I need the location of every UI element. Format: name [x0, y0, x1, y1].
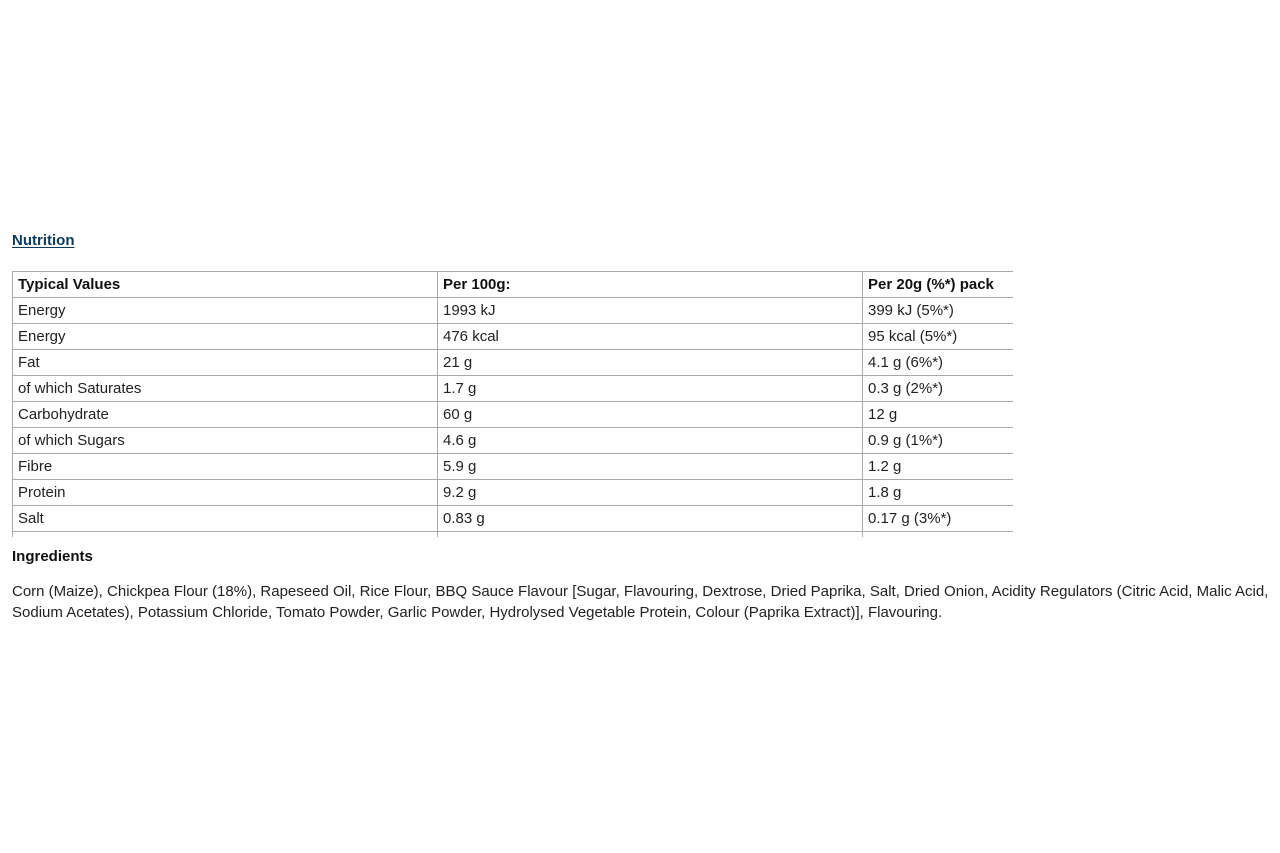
per-100g-value: 21 g: [438, 350, 863, 376]
per-pack-value: 1.2 g: [863, 454, 1013, 480]
column-header-per-pack: Per 20g (%*) pack: [863, 272, 1013, 298]
nutrition-table: [12, 271, 1013, 537]
per-pack-value: 0.3 g (2%*): [863, 376, 1013, 402]
nutrient-name: Energy: [13, 324, 438, 350]
column-header-typical-values: Typical Values: [13, 272, 438, 298]
table-row: [13, 428, 1013, 454]
table-row: [13, 298, 1013, 324]
table-row: [13, 376, 1013, 402]
nutrient-name: of which Sugars: [13, 428, 438, 454]
per-pack-value: 399 kJ (5%*): [863, 298, 1013, 324]
ingredients-heading: Ingredients: [12, 548, 93, 565]
per-100g-value: 60 g: [438, 402, 863, 428]
per-pack-value: 95 kcal (5%*): [863, 324, 1013, 350]
table-row: [13, 402, 1013, 428]
column-header-per-100g: Per 100g:: [438, 272, 863, 298]
table-row: [13, 506, 1013, 532]
nutrient-name: Fibre: [13, 454, 438, 480]
per-100g-value: 5.9 g: [438, 454, 863, 480]
per-100g-value: 0.83 g: [438, 506, 863, 532]
per-pack-value: 1.8 g: [863, 480, 1013, 506]
nutrient-name: Salt: [13, 506, 438, 532]
nutrient-name: Energy: [13, 298, 438, 324]
per-100g-value: 9.2 g: [438, 480, 863, 506]
per-pack-value: 12 g: [863, 402, 1013, 428]
per-100g-value: 4.6 g: [438, 428, 863, 454]
spacer-cell: [438, 532, 863, 538]
per-100g-value: 476 kcal: [438, 324, 863, 350]
table-row-spacer: [13, 532, 1013, 538]
nutrient-name: Protein: [13, 480, 438, 506]
table-row: [13, 480, 1013, 506]
spacer-cell: [863, 532, 1013, 538]
nutrition-heading-link[interactable]: Nutrition: [12, 232, 75, 249]
spacer-cell: [13, 532, 438, 538]
per-100g-value: 1.7 g: [438, 376, 863, 402]
table-row: [13, 454, 1013, 480]
per-100g-value: 1993 kJ: [438, 298, 863, 324]
table-row: [13, 324, 1013, 350]
nutrient-name: of which Saturates: [13, 376, 438, 402]
table-row: [13, 350, 1013, 376]
nutrient-name: Carbohydrate: [13, 402, 438, 428]
nutrient-name: Fat: [13, 350, 438, 376]
per-pack-value: 4.1 g (6%*): [863, 350, 1013, 376]
ingredients-text: Corn (Maize), Chickpea Flour (18%), Rapeseed Oil, Rice Flour, BBQ Sauce Flavour [Sugar, Flavouring, Dextrose, Dried Paprika, Salt, Dried Onion, Acidity Regulators (Citric Acid, Malic Acid, Sodium Acetates), Potassium Chloride, Tomato Powder, Garlic Powder, Hydrolysed Vegetable Protein, Colour (Paprika Extract)], Flavouring.: [12, 583, 1269, 621]
per-pack-value: 0.17 g (3%*): [863, 506, 1013, 532]
table-header-row: [13, 272, 1013, 298]
per-pack-value: 0.9 g (1%*): [863, 428, 1013, 454]
